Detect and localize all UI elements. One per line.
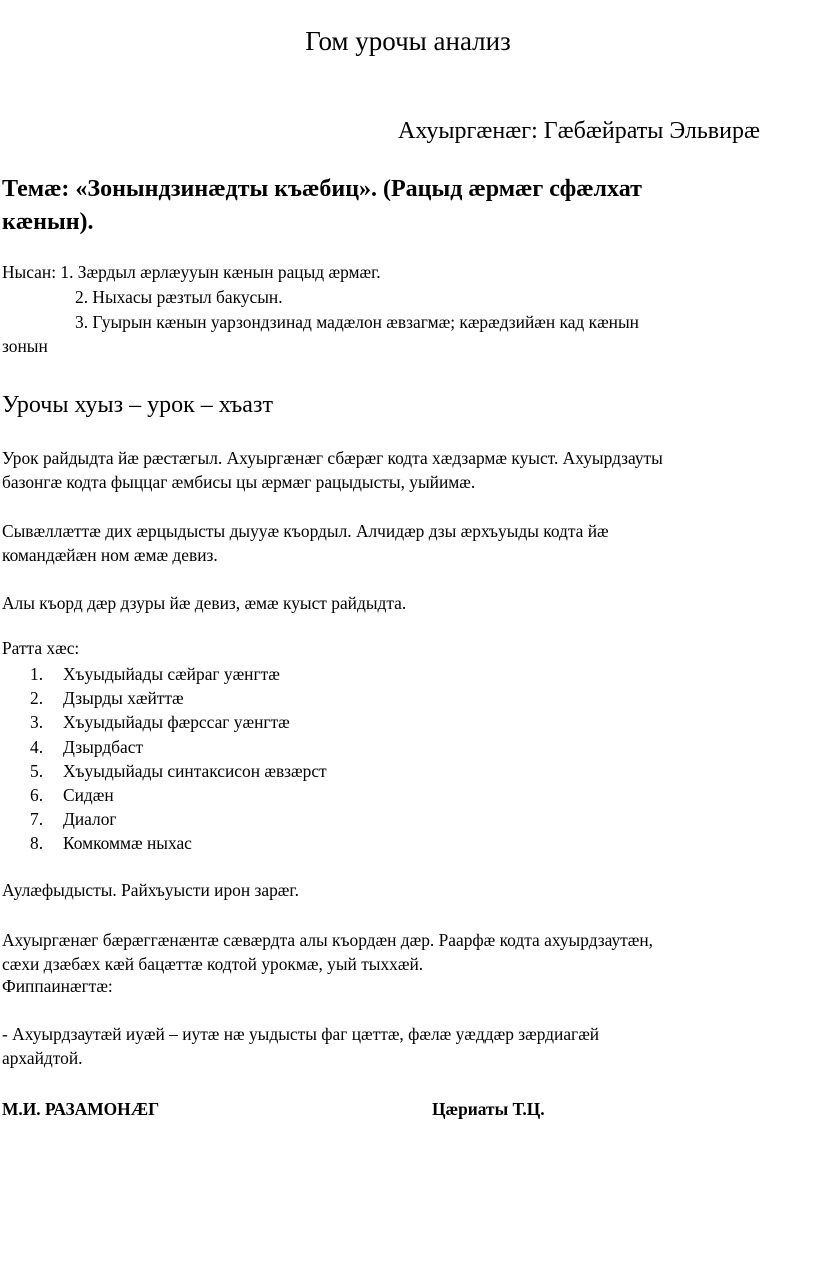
list-item-text: Дзырдбаст [63, 736, 144, 757]
paragraph-1-line-1: Урок райдыдта йæ рæстæгыл. Ахуыргæнæг сбæрæг кодта хæдзармæ куыст. Ахуырдзауты [2, 448, 663, 468]
page-title: Гом урочы анализ [305, 26, 511, 56]
list-item-number: 3. [30, 712, 44, 733]
paragraph-7-line-2: архайдтой. [2, 1048, 83, 1068]
topic-line-1: Темæ: «Зонындзинæдты къæбиц». (Рацыд æрмæг сфæлхат [2, 176, 642, 202]
paragraph-3: Алы къорд дæр дзуры йæ девиз, æмæ куыст райдыдта. [2, 593, 407, 613]
list-item-number: 5. [30, 760, 44, 781]
goals-line-3: 3. Гуырын кæнын уарзондзинад мадæлон æвзагмæ; кæрæдзийæн кад кæнын [75, 312, 639, 332]
goals-line-1: Нысан: 1. Зæрдыл æрлæууын кæнын рацыд æрмæг. [2, 262, 381, 282]
list-item-text: Хъуыдыйады синтаксисон æвзæрст [63, 760, 327, 781]
list-item-text: Сидæн [63, 784, 114, 805]
section-heading: Урочы хуыз – урок – хъазт [2, 392, 273, 418]
paragraph-2-line-1: Сывæллæттæ дих æрцыдысты дыууæ къордыл. Алчидæр дзы æрхъуыды кодта йæ [2, 521, 609, 541]
paragraph-6-line-1: Ахуыргæнæг бæрæггæнæнтæ сæвæрдта алы къордæн дæр. Раарфæ кодта ахуырдзаутæн, [2, 930, 654, 950]
list-item-text: Дзырды хæйттæ [63, 688, 184, 709]
goals-line-4: зонын [2, 336, 48, 356]
goals-line-2: 2. Ныхасы рæзтыл бакусын. [75, 287, 283, 307]
topic-line-2: кæнын). [2, 209, 94, 235]
paragraph-7-line-1: - Ахуырдзаутæй иуæй – иутæ нæ уыдысты фаг цæттæ, фæлæ уæддæр зæрдиагæй [2, 1024, 600, 1044]
signature-left: М.И. РАЗАМОНÆГ [2, 1099, 160, 1119]
paragraph-2-line-2: командæйæн ном æмæ девиз. [2, 545, 218, 565]
list-item-number: 6. [30, 784, 44, 805]
paragraph-6-line-2: сæхи дзæбæх кæй бацæттæ кодтой урокмæ, уый тыххæй. [2, 954, 424, 974]
list-item-number: 7. [30, 809, 44, 830]
list-item-number: 2. [30, 688, 44, 709]
paragraph-1-line-2: базонгæ кодта фыццаг æмбисы цы æрмæг рацыдысты, уыйимæ. [2, 472, 476, 492]
list-item-text: Диалог [63, 809, 117, 830]
paragraph-5: Аулæфыдысты. Райхъуысти ирон зарæг. [2, 880, 299, 900]
signature-right: Цæриаты Т.Ц. [432, 1099, 545, 1119]
list-item-number: 8. [30, 833, 44, 854]
author-line: Ахуыргæнæг: Гæбæйраты Эльвирæ [398, 118, 760, 144]
list-intro: Ратта хæс: [2, 638, 80, 658]
list-item-text: Комкоммæ ныхас [63, 833, 192, 854]
list-item-number: 1. [30, 664, 44, 684]
list-item-number: 4. [30, 736, 44, 757]
list-item-text: Хъуыдыйады сæйраг уæнгтæ [63, 664, 280, 684]
notes-label: Фиппаинæгтæ: [2, 976, 113, 996]
list-item-text: Хъуыдыйады фæрссаг уæнгтæ [63, 712, 290, 733]
